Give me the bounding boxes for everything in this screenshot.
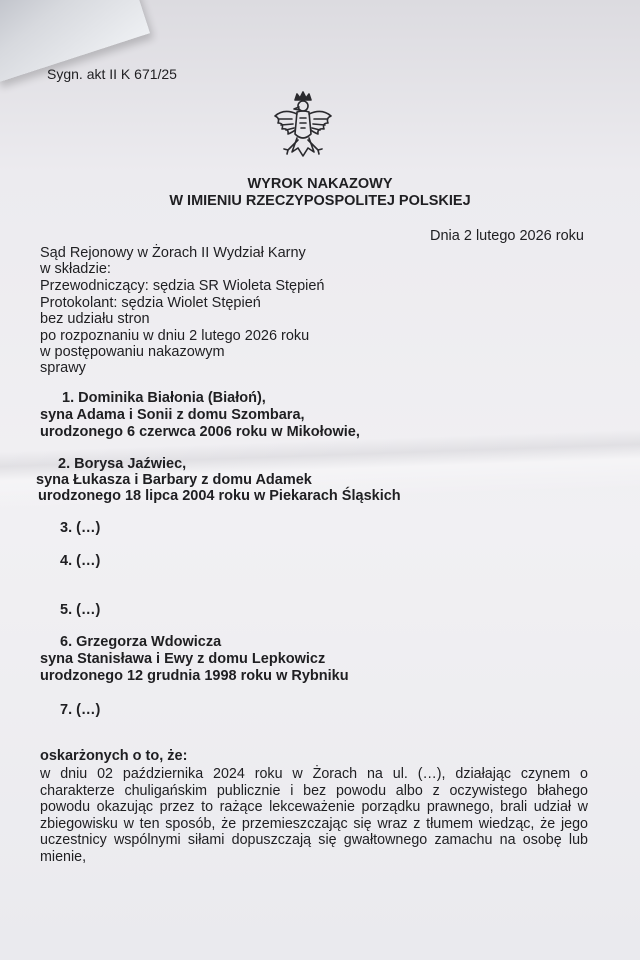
charge-line: mienie,	[40, 848, 87, 865]
defendant-5: 5. (…)	[60, 602, 101, 618]
court-line: po rozpoznaniu w dniu 2 lutego 2026 roku	[40, 328, 310, 344]
charge-line: w dniu 02 października 2024 roku w Żorach na ul. (…), działając czynem o	[40, 766, 588, 782]
charge-line: uczestnicy wspólnymi siłami dopuszczają się gwałtownego zamachu na osobę lub	[40, 832, 588, 849]
court-line: bez udziału stron	[40, 311, 150, 327]
court-line: Przewodniczący: sędzia SR Wioleta Stępień	[40, 278, 325, 294]
defendant-6-name: 6. Grzegorza Wdowicza	[60, 634, 222, 650]
charge-heading: oskarżonych o to, że:	[40, 748, 188, 764]
case-number: Sygn. akt II K 671/25	[47, 66, 177, 82]
judgment-date: Dnia 2 lutego 2026 roku	[430, 228, 584, 244]
defendant-1-parents: syna Adama i Sonii z domu Szombara,	[40, 407, 305, 423]
charge-line: powodu okazując przez to rażące lekceważenie porządku prawnego, brali udział w	[40, 799, 588, 816]
defendant-2-parents: syna Łukasza i Barbary z domu Adamek	[36, 472, 312, 488]
defendant-6-parents: syna Stanisława i Ewy z domu Lepkowicz	[40, 651, 326, 667]
document-title: WYROK NAKAZOWY	[247, 176, 393, 192]
defendant-1-name: 1. Dominika Białonia (Białoń),	[62, 390, 266, 406]
charge-line: charakterze chuligańskim publicznie i bez powodu albo z oczywistego błahego	[40, 782, 588, 799]
defendant-7: 7. (…)	[60, 702, 101, 718]
defendant-1-birth: urodzonego 6 czerwca 2006 roku w Mikołowie,	[40, 424, 360, 440]
defendant-4: 4. (…)	[60, 553, 101, 569]
court-line: Protokolant: sędzia Wiolet Stępień	[40, 295, 261, 311]
defendant-6-birth: urodzonego 12 grudnia 1998 roku w Rybniku	[40, 668, 349, 684]
polish-eagle-emblem-icon	[270, 90, 336, 172]
defendant-2-name: 2. Borysa Jaźwiec,	[58, 456, 187, 472]
charge-text	[40, 766, 588, 866]
court-line: Sąd Rejonowy w Żorach II Wydział Karny	[40, 245, 306, 261]
court-line: w postępowaniu nakazowym	[40, 344, 225, 360]
court-line: w składzie:	[40, 261, 111, 277]
charge-line: zbiegowisku w ten sposób, że przemieszczając się wraz z tłumem wiedząc, że jego	[40, 815, 588, 832]
defendant-3: 3. (…)	[60, 520, 101, 536]
document-subtitle: W IMIENIU RZECZYPOSPOLITEJ POLSKIEJ	[169, 193, 471, 209]
defendant-2-birth: urodzonego 18 lipca 2004 roku w Piekarach Śląskich	[38, 488, 401, 504]
court-line: sprawy	[40, 360, 86, 376]
